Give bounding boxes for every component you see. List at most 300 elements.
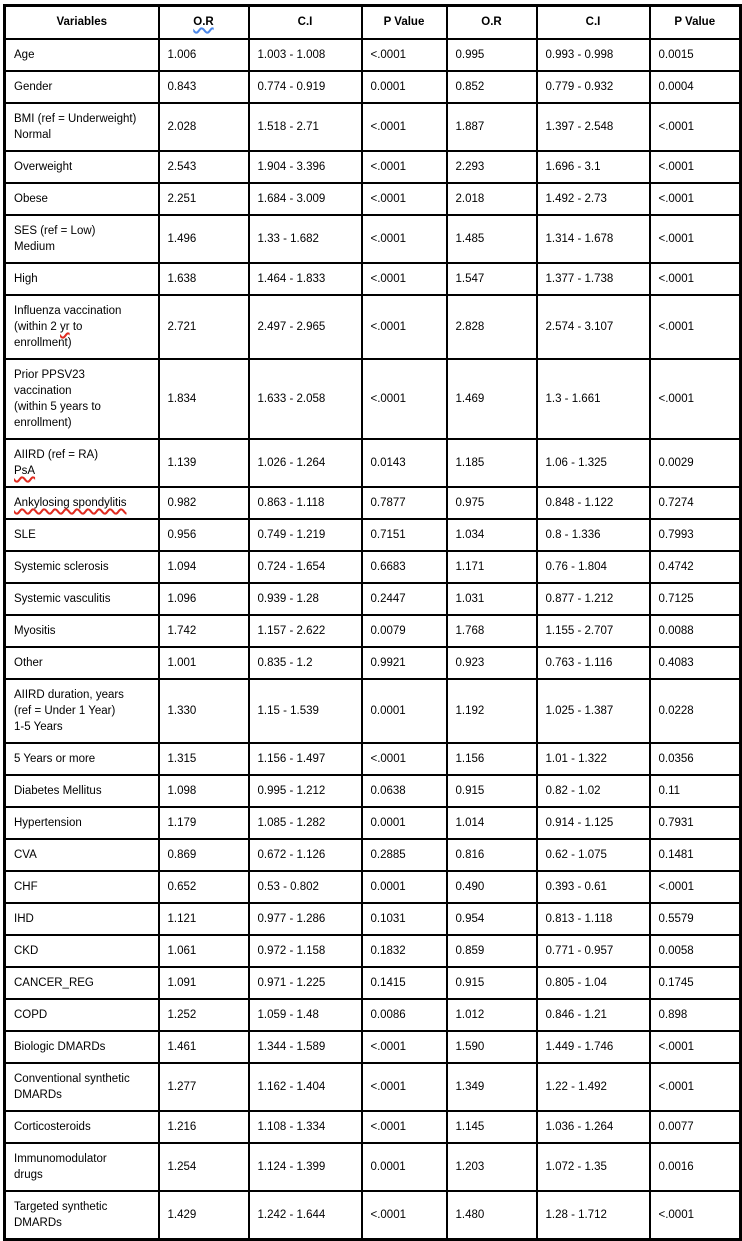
or-cell-2: 2.018 [447,183,537,215]
variable-text: Conventional synthetic [14,1073,130,1085]
ci-cell-2: 1.025 - 1.387 [537,679,650,743]
variable-text: 5 Years or more [14,753,96,765]
ci-cell-2: 0.82 - 1.02 [537,775,650,807]
ci-cell-1: 0.939 - 1.28 [249,583,362,615]
variable-text: Corticosteroids [14,1121,91,1133]
ci-cell-1: 1.156 - 1.497 [249,743,362,775]
variable-line [14,159,152,175]
variable-text: AIIRD duration, years [14,689,124,701]
or-cell-1: 0.982 [159,487,249,519]
pvalue-cell-1: <.0001 [362,295,447,359]
table-row [5,1143,741,1191]
pvalue-cell-2: 0.1745 [650,967,741,999]
ci-cell-2: 1.22 - 1.492 [537,1063,650,1111]
variable-line [14,687,152,703]
ci-cell-1: 1.157 - 2.622 [249,615,362,647]
pvalue-cell-1: <.0001 [362,39,447,71]
variable-line [14,911,152,927]
variable-line [14,303,152,319]
ci-cell-1: 0.971 - 1.225 [249,967,362,999]
variable-line [14,559,152,575]
ci-cell-2: 0.76 - 1.804 [537,551,650,583]
pvalue-cell-1: <.0001 [362,263,447,295]
variable-line [14,223,152,239]
variable-text: DMARDs [14,1217,62,1229]
pvalue-cell-2: 0.0088 [650,615,741,647]
table-row [5,151,741,183]
or-cell-2: 1.349 [447,1063,537,1111]
ci-cell-2: 0.8 - 1.336 [537,519,650,551]
ci-cell-1: 0.724 - 1.654 [249,551,362,583]
or-cell-1: 0.956 [159,519,249,551]
pvalue-cell-2: 0.11 [650,775,741,807]
column-header-pvalue-2 [650,6,741,40]
table-row [5,839,741,871]
or-cell-2: 0.816 [447,839,537,871]
or-cell-1: 2.251 [159,183,249,215]
variable-text: Obese [14,193,48,205]
ci-cell-2: 0.62 - 1.075 [537,839,650,871]
ci-cell-1: 0.995 - 1.212 [249,775,362,807]
variable-cell [5,103,159,151]
variable-line [14,271,152,287]
or-cell-1: 1.638 [159,263,249,295]
variable-line [14,415,152,431]
or-cell-1: 0.652 [159,871,249,903]
variable-line [14,1039,152,1055]
column-header-label: C.I [585,16,601,28]
table-row [5,807,741,839]
or-cell-1: 2.028 [159,103,249,151]
variable-text: IHD [14,913,34,925]
or-cell-1: 1.742 [159,615,249,647]
ci-cell-2: 0.877 - 1.212 [537,583,650,615]
variable-text: Medium [14,241,55,253]
or-cell-2: 0.859 [447,935,537,967]
ci-cell-1: 2.497 - 2.965 [249,295,362,359]
pvalue-cell-1: 0.0001 [362,807,447,839]
ci-cell-1: 0.977 - 1.286 [249,903,362,935]
column-header-label: Variables [56,16,107,28]
table-row [5,903,741,935]
variable-cell [5,551,159,583]
ci-cell-2: 1.3 - 1.661 [537,359,650,439]
pvalue-cell-1: <.0001 [362,1031,447,1063]
ci-cell-1: 0.774 - 0.919 [249,71,362,103]
pvalue-cell-2: <.0001 [650,359,741,439]
variable-text: CHF [14,881,38,893]
ci-cell-1: 0.672 - 1.126 [249,839,362,871]
table-row [5,263,741,295]
ci-cell-2: 1.28 - 1.712 [537,1191,650,1240]
variable-line [14,111,152,127]
column-header-label: P Value [674,16,716,28]
variable-text: CVA [14,849,37,861]
pvalue-cell-2: 0.0015 [650,39,741,71]
pvalue-cell-1: 0.9921 [362,647,447,679]
pvalue-cell-1: 0.1832 [362,935,447,967]
ci-cell-2: 0.393 - 0.61 [537,871,650,903]
or-cell-1: 1.096 [159,583,249,615]
table-body [5,39,741,1240]
pvalue-cell-1: <.0001 [362,1111,447,1143]
pvalue-cell-1: 0.6683 [362,551,447,583]
variable-line [14,383,152,399]
ci-cell-1: 0.53 - 0.802 [249,871,362,903]
table-row [5,615,741,647]
pvalue-cell-2: 0.898 [650,999,741,1031]
or-cell-1: 2.721 [159,295,249,359]
variable-text: enrollment) [14,417,72,429]
pvalue-cell-1: 0.7877 [362,487,447,519]
or-cell-2: 1.192 [447,679,537,743]
column-header-label: P Value [383,16,425,28]
variable-line [14,1007,152,1023]
variable-text: Biologic DMARDs [14,1041,106,1053]
column-header-label: O.R [193,16,214,28]
table-row [5,1191,741,1240]
variable-text: Immunomodulator [14,1153,107,1165]
pvalue-cell-1: 0.0086 [362,999,447,1031]
variable-text: Hypertension [14,817,82,829]
variable-line [14,447,152,463]
variable-cell [5,807,159,839]
variable-text: Prior PPSV23 [14,369,85,381]
ci-cell-2: 0.914 - 1.125 [537,807,650,839]
ci-cell-2: 0.771 - 0.957 [537,935,650,967]
pvalue-cell-1: <.0001 [362,215,447,263]
variable-cell [5,647,159,679]
ci-cell-1: 1.684 - 3.009 [249,183,362,215]
pvalue-cell-2: 0.0016 [650,1143,741,1191]
variable-line [14,367,152,383]
variable-text: COPD [14,1009,48,1021]
or-cell-1: 1.834 [159,359,249,439]
or-cell-1: 1.094 [159,551,249,583]
ci-cell-1: 0.972 - 1.158 [249,935,362,967]
pvalue-cell-1: <.0001 [362,1191,447,1240]
or-cell-2: 0.923 [447,647,537,679]
variable-line [14,191,152,207]
spellcheck-marked-text: PsA [14,465,36,477]
or-cell-1: 1.254 [159,1143,249,1191]
pvalue-cell-2: <.0001 [650,871,741,903]
variable-text: AIIRD (ref = RA) [14,449,99,461]
ci-cell-2: 2.574 - 3.107 [537,295,650,359]
pvalue-cell-2: 0.7931 [650,807,741,839]
ci-cell-1: 1.059 - 1.48 [249,999,362,1031]
variable-cell [5,71,159,103]
ci-cell-2: 1.377 - 1.738 [537,263,650,295]
or-cell-1: 2.543 [159,151,249,183]
pvalue-cell-2: 0.1481 [650,839,741,871]
or-cell-1: 1.216 [159,1111,249,1143]
ci-cell-2: 1.314 - 1.678 [537,215,650,263]
variable-cell [5,519,159,551]
or-cell-2: 1.547 [447,263,537,295]
variable-line [14,815,152,831]
column-header-label: C.I [297,16,313,28]
or-cell-1: 1.179 [159,807,249,839]
variable-line [14,703,152,719]
variable-text: (within 5 years to [14,401,101,413]
pvalue-cell-2: <.0001 [650,103,741,151]
variable-cell [5,935,159,967]
ci-cell-1: 1.124 - 1.399 [249,1143,362,1191]
variable-text: Overweight [14,161,73,173]
or-cell-2: 1.034 [447,519,537,551]
variable-cell [5,775,159,807]
pvalue-cell-1: 0.1031 [362,903,447,935]
ci-cell-2: 0.846 - 1.21 [537,999,650,1031]
table-row [5,1111,741,1143]
variable-cell [5,39,159,71]
or-cell-2: 1.590 [447,1031,537,1063]
variable-line [14,719,152,735]
variable-cell [5,215,159,263]
ci-cell-1: 1.633 - 2.058 [249,359,362,439]
variable-text: DMARDs [14,1089,62,1101]
or-cell-2: 0.995 [447,39,537,71]
or-cell-2: 1.203 [447,1143,537,1191]
or-cell-2: 0.954 [447,903,537,935]
variable-text: Gender [14,81,53,93]
column-header-ci-1 [249,6,362,40]
pvalue-cell-1: 0.0638 [362,775,447,807]
ci-cell-2: 0.763 - 1.116 [537,647,650,679]
variable-line [14,591,152,607]
pvalue-cell-1: <.0001 [362,183,447,215]
variable-line [14,1119,152,1135]
variable-cell [5,359,159,439]
table-row [5,551,741,583]
variable-line [14,47,152,63]
variable-line [14,943,152,959]
variable-cell [5,743,159,775]
ci-cell-1: 1.242 - 1.644 [249,1191,362,1240]
variable-cell [5,1191,159,1240]
variable-text: (ref = Under 1 Year) [14,705,116,717]
pvalue-cell-2: 0.0356 [650,743,741,775]
pvalue-cell-1: 0.0001 [362,1143,447,1191]
pvalue-cell-1: 0.0001 [362,71,447,103]
variable-text: CKD [14,945,39,957]
ci-cell-1: 1.085 - 1.282 [249,807,362,839]
ci-cell-1: 1.518 - 2.71 [249,103,362,151]
variable-text: Diabetes Mellitus [14,785,102,797]
variable-cell [5,839,159,871]
variable-text: (within 2 [14,321,61,333]
variable-line [14,79,152,95]
or-cell-1: 1.461 [159,1031,249,1063]
variable-text: 1-5 Years [14,721,63,733]
variable-line [14,463,152,479]
pvalue-cell-1: <.0001 [362,359,447,439]
variable-text: High [14,273,38,285]
or-cell-2: 0.975 [447,487,537,519]
or-cell-2: 1.014 [447,807,537,839]
variable-text: to [69,321,83,333]
or-cell-2: 0.915 [447,775,537,807]
pvalue-cell-1: 0.0079 [362,615,447,647]
table-row [5,519,741,551]
or-cell-1: 1.252 [159,999,249,1031]
table-row [5,935,741,967]
table-row [5,871,741,903]
pvalue-cell-1: 0.1415 [362,967,447,999]
pvalue-cell-2: 0.0228 [650,679,741,743]
or-cell-1: 1.001 [159,647,249,679]
variable-cell [5,1063,159,1111]
ci-cell-1: 1.344 - 1.589 [249,1031,362,1063]
variable-line [14,239,152,255]
table-row [5,183,741,215]
table-row [5,39,741,71]
pvalue-cell-2: 0.4742 [650,551,741,583]
variable-line [14,127,152,143]
ci-cell-1: 1.904 - 3.396 [249,151,362,183]
pvalue-cell-2: 0.7993 [650,519,741,551]
column-header-label: O.R [481,16,502,28]
variable-text: SLE [14,529,36,541]
variable-line [14,847,152,863]
pvalue-cell-2: 0.5579 [650,903,741,935]
variable-line [14,1167,152,1183]
ci-cell-2: 1.449 - 1.746 [537,1031,650,1063]
ci-cell-2: 1.492 - 2.73 [537,183,650,215]
variable-text: Systemic vasculitis [14,593,111,605]
table-row [5,647,741,679]
or-cell-1: 1.098 [159,775,249,807]
ci-cell-2: 1.06 - 1.325 [537,439,650,487]
ci-cell-1: 1.464 - 1.833 [249,263,362,295]
ci-cell-2: 1.036 - 1.264 [537,1111,650,1143]
or-cell-2: 1.887 [447,103,537,151]
pvalue-cell-1: 0.2885 [362,839,447,871]
or-cell-2: 1.156 [447,743,537,775]
or-cell-2: 1.469 [447,359,537,439]
column-header-variables [5,6,159,40]
variable-text: Age [14,49,35,61]
variable-line [14,879,152,895]
column-header-ci-2 [537,6,650,40]
variable-text: BMI (ref = Underweight) [14,113,137,125]
table-row [5,999,741,1031]
table-row [5,359,741,439]
or-cell-1: 1.315 [159,743,249,775]
ci-cell-2: 1.155 - 2.707 [537,615,650,647]
pvalue-cell-2: <.0001 [650,1031,741,1063]
variable-cell [5,871,159,903]
variable-cell [5,583,159,615]
table-row [5,1031,741,1063]
table-row [5,487,741,519]
pvalue-cell-2: 0.0077 [650,1111,741,1143]
or-cell-1: 1.277 [159,1063,249,1111]
table-row [5,967,741,999]
spellcheck-marked-text: yr [60,321,70,333]
pvalue-cell-1: <.0001 [362,151,447,183]
ci-cell-2: 1.397 - 2.548 [537,103,650,151]
variable-cell [5,1111,159,1143]
variable-cell [5,263,159,295]
ci-cell-2: 0.805 - 1.04 [537,967,650,999]
or-cell-2: 1.031 [447,583,537,615]
variable-cell [5,487,159,519]
pvalue-cell-1: 0.2447 [362,583,447,615]
variable-line [14,319,152,335]
pvalue-cell-2: <.0001 [650,151,741,183]
ci-cell-1: 1.15 - 1.539 [249,679,362,743]
pvalue-cell-2: 0.4083 [650,647,741,679]
table-row [5,71,741,103]
variable-line [14,1151,152,1167]
pvalue-cell-1: <.0001 [362,743,447,775]
variable-cell [5,1143,159,1191]
variable-text: SES (ref = Low) [14,225,96,237]
or-cell-2: 2.828 [447,295,537,359]
header-row [5,6,741,40]
odds-ratio-table [3,4,742,1241]
ci-cell-1: 1.108 - 1.334 [249,1111,362,1143]
or-cell-1: 1.091 [159,967,249,999]
variable-text: Normal [14,129,52,141]
ci-cell-2: 0.993 - 0.998 [537,39,650,71]
pvalue-cell-1: 0.0001 [362,679,447,743]
spellcheck-marked-text: Ankylosing spondylitis [14,497,127,509]
or-cell-2: 0.490 [447,871,537,903]
variable-text: Myositis [14,625,56,637]
table-header [5,6,741,40]
or-cell-2: 1.185 [447,439,537,487]
or-cell-2: 0.915 [447,967,537,999]
ci-cell-1: 0.863 - 1.118 [249,487,362,519]
pvalue-cell-2: <.0001 [650,183,741,215]
or-cell-2: 2.293 [447,151,537,183]
variable-text: enrollment) [14,337,72,349]
or-cell-2: 1.145 [447,1111,537,1143]
or-cell-1: 1.139 [159,439,249,487]
pvalue-cell-2: <.0001 [650,1191,741,1240]
or-cell-2: 1.480 [447,1191,537,1240]
variable-cell [5,967,159,999]
ci-cell-1: 1.003 - 1.008 [249,39,362,71]
variable-cell [5,999,159,1031]
ci-cell-2: 0.848 - 1.122 [537,487,650,519]
variable-text: Influenza vaccination [14,305,122,317]
variable-line [14,399,152,415]
or-cell-2: 1.768 [447,615,537,647]
or-cell-2: 1.171 [447,551,537,583]
ci-cell-2: 1.072 - 1.35 [537,1143,650,1191]
variable-line [14,655,152,671]
pvalue-cell-2: 0.0029 [650,439,741,487]
column-header-or-1 [159,6,249,40]
variable-text: drugs [14,1169,43,1181]
or-cell-1: 1.330 [159,679,249,743]
pvalue-cell-2: 0.7274 [650,487,741,519]
pvalue-cell-1: 0.0143 [362,439,447,487]
or-cell-2: 1.485 [447,215,537,263]
table-row [5,679,741,743]
table-row [5,295,741,359]
variable-cell [5,679,159,743]
variable-cell [5,295,159,359]
variable-line [14,751,152,767]
table-row [5,103,741,151]
table-row [5,775,741,807]
variable-cell [5,903,159,935]
